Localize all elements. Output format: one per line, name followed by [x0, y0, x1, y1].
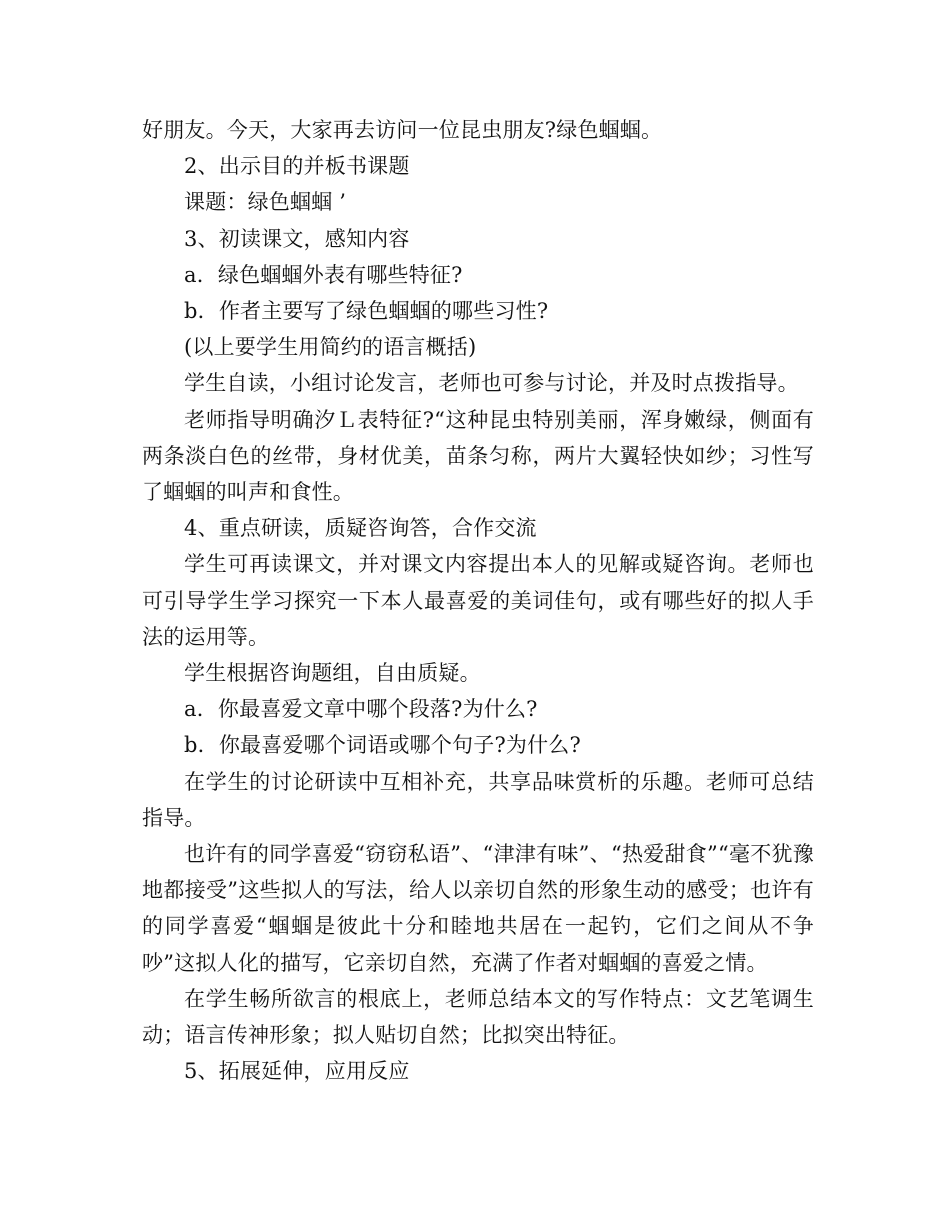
paragraph-personification: 也许有的同学喜爱“窃窃私语”、“津津有味”、“热爱甜食”“毫不犹豫地都接受”这些拟人的写法，给人以亲切自然的形象生动的感受；也许有的同学喜爱“蝈蝈是彼此十分和睦地共居在一起钓，它们之间从不争吵”这拟人化的描写，它亲切自然，充满了作者对蝈蝈的喜爱之情。 [142, 842, 814, 975]
step-2-heading: 2、出示目的并板书课题 [184, 154, 410, 179]
paragraph-writing-features: 在学生畅所欲言的根底上，老师总结本文的写作特点：文艺笔调生动；语言传神形象；拟人贴切自然；比拟突出特征。 [142, 986, 814, 1048]
question-a-appearance: a．绿色蝈蝈外表有哪些特征? [184, 262, 463, 287]
question-b-sentence: b．你最喜爱哪个词语或哪个句子?为什么? [184, 733, 581, 758]
lesson-title-line: 课题：绿色蝈蝈 ’ [184, 190, 347, 215]
paragraph-teacher-guidance: 老师指导明确汐Ｌ表特征?“这种昆虫特别美丽，浑身嫩绿，侧面有两条淡白色的丝带，身材优美，苗条匀称，两片大翼轻快如纱；习性写了蝈蝈的叫声和食性。 [142, 407, 814, 505]
paragraph-continuation: 好朋友。今天，大家再去访问一位昆虫朋友?绿色蝈蝈。 [142, 118, 663, 142]
step-3-heading: 3、初读课文，感知内容 [184, 226, 410, 251]
question-a-paragraph: a．你最喜爱文章中哪个段落?为什么? [184, 697, 538, 722]
paragraph-reread: 学生可再读课文，并对课文内容提出本人的见解或疑咨询。老师也可引导学生学习探究一下本人最喜爱的美词佳句，或有哪些好的拟人手法的运用等。 [142, 552, 814, 649]
step-5-heading: 5、拓展延伸，应用反应 [184, 1059, 410, 1084]
paragraph-discussion: 在学生的讨论研读中互相补充，共享品味赏析的乐趣。老师可总结指导。 [142, 769, 814, 830]
paragraph-question-group: 学生根据咨询题组，自由质疑。 [184, 661, 481, 686]
document-page [142, 112, 814, 1089]
step-4-heading: 4、重点研读，质疑咨询答，合作交流 [184, 516, 537, 541]
question-b-habits: b．作者主要写了绿色蝈蝈的哪些习性? [184, 299, 549, 324]
paragraph-self-study: 学生自读，小组讨论发言，老师也可参与讨论，并及时点拨指导。 [184, 371, 799, 396]
summary-note: (以上要学生用简约的语言概括) [184, 335, 477, 360]
